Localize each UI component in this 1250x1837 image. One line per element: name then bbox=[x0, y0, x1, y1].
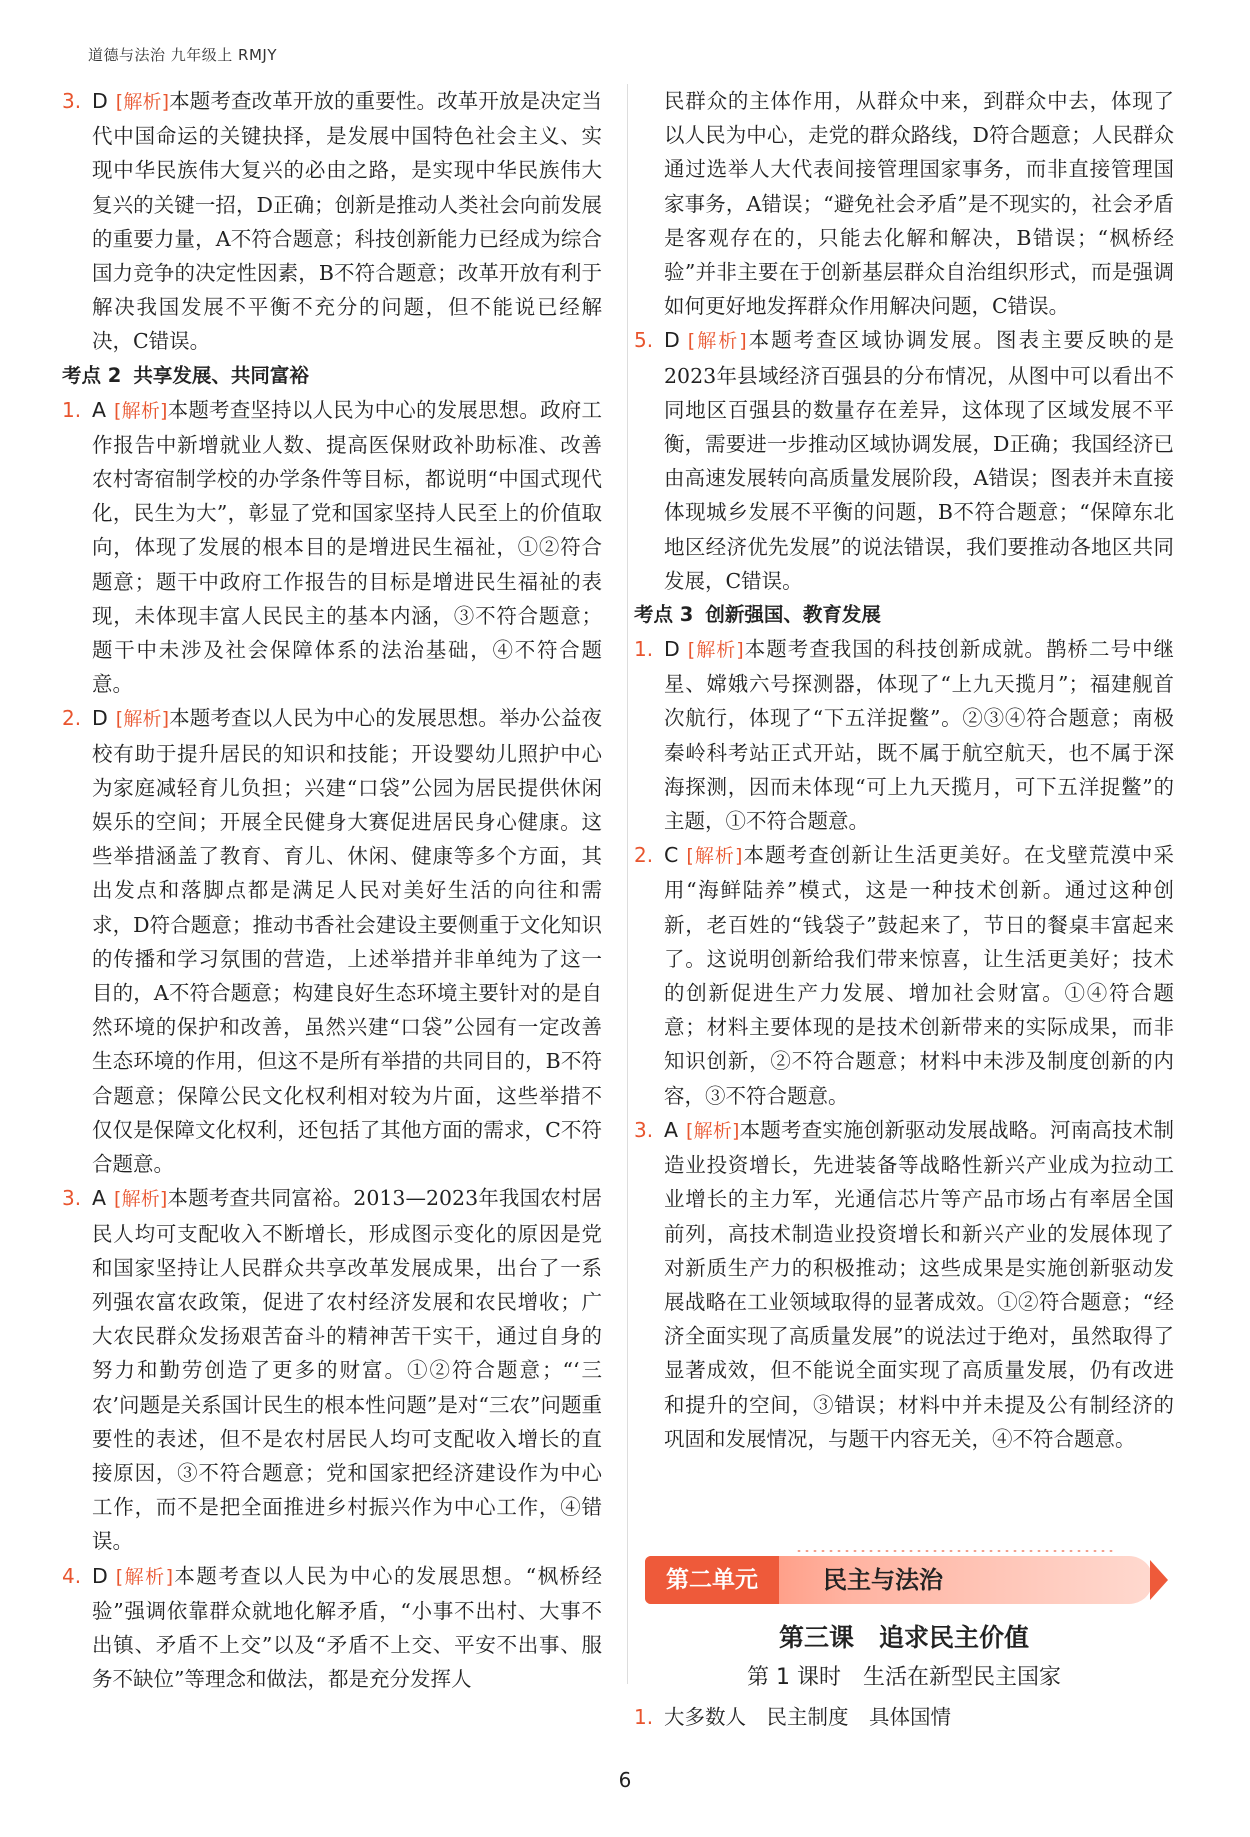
item-number: 4. bbox=[62, 1563, 82, 1588]
item-text: 民群众的主体作用，从群众中来，到群众中去，体现了以人民为中心，走党的群众路线，D符合题意；人民群众通过选举人大代表间接管理国家事务，而非直接管理国家事务，A错误；“避免社会矛盾”是不现实的，社会矛盾是客观存在的，只能去化解和解决，B错误；“枫桥经验”并非主要在于创新基层群众自治组织形式，而是强调如何更好地发挥群众作用解决问题，C错误。 bbox=[664, 89, 1174, 319]
running-header: 道德与法治 九年级上 RMJY bbox=[88, 46, 277, 64]
analysis-tag: [解析] bbox=[114, 399, 168, 422]
analysis-tag: [解析] bbox=[686, 845, 743, 868]
chevron-right-icon bbox=[1150, 1560, 1168, 1600]
analysis-tag: [解析] bbox=[114, 1188, 168, 1211]
analysis-tag: [解析] bbox=[115, 91, 169, 113]
answer-item bbox=[62, 1559, 602, 1697]
answer-item bbox=[634, 323, 1174, 598]
answer-letter: D bbox=[92, 706, 108, 731]
unit-banner bbox=[645, 1548, 1175, 1606]
analysis-tag: [解析] bbox=[115, 1565, 173, 1588]
item-number: 1. bbox=[634, 1705, 654, 1729]
topic-title: 创新强国、教育发展 bbox=[705, 603, 881, 627]
topic-title: 共享发展、共同富裕 bbox=[133, 363, 309, 387]
right-column bbox=[634, 84, 1174, 1456]
lesson-title: 第三课 追求民主价值 bbox=[778, 1623, 1029, 1652]
answer-item bbox=[62, 1181, 602, 1558]
banner-dots bbox=[795, 1548, 1115, 1554]
item-text: 本题考查共同富裕。2013—2023年我国农村居民人均可支配收入不断增长，形成图示变化的原因是党和国家坚持让人民群众共享改革发展成果，出台了一系列强农富农政策，促进了农村经济发展和农民增收；广大农民群众发扬艰苦奋斗的精神苦干实干，通过自身的努力和勤劳创造了更多的财富。①②符合题意；“‘三农’问题是关系国计民生的根本性问题”是对“三农”问题重要性的表述，但不是农村居民人均可支配收入增长的直接原因，③不符合题意；党和国家把经济建设作为中心工作，而不是把全面推进乡村振兴作为中心工作，④错误。 bbox=[92, 1186, 603, 1554]
item-number: 3. bbox=[62, 1186, 82, 1211]
item-text: 本题考查以人民为中心的发展思想。“枫桥经验”强调依靠群众就地化解矛盾，“小事不出村、大事不出镇、矛盾不上交”以及“矛盾不上交、平安不出事、服务不缺位”等理念和做法，都是充分发挥人 bbox=[92, 1563, 602, 1692]
answer-letter: C bbox=[664, 843, 679, 868]
answer-letter: D bbox=[664, 328, 680, 353]
unit-title: 民主与法治 bbox=[823, 1566, 943, 1594]
item-number: 2. bbox=[62, 706, 82, 731]
item-number: 3. bbox=[62, 89, 82, 113]
topic-heading bbox=[634, 598, 1174, 632]
answer-item bbox=[62, 84, 602, 359]
item-text: 本题考查改革开放的重要性。改革开放是决定当代中国命运的关键抉择，是发展中国特色社会主义、实现中华民族伟大复兴的必由之路，是实现中华民族伟大复兴的关键一招，D正确；创新是推动人类社会向前发展的重要力量，A不符合题意；科技创新能力已经成为综合国力竞争的决定性因素，B不符合题意；改革开放有利于解决我国发展不平衡不充分的问题，但不能说已经解决，C错误。 bbox=[92, 89, 602, 354]
fill-in-item bbox=[634, 1700, 1174, 1734]
item-text: 本题考查我国的科技创新成就。鹊桥二号中继星、嫦娥六号探测器，体现了“上九天揽月”；福建舰首次航行，体现了“下五洋捉鳖”。②③④符合题意；南极秦岭科考站正式开站，既不属于航空航天，也不属于深海探测，因而未体现“可上九天揽月，可下五洋捉鳖”的主题，①不符合题意。 bbox=[664, 637, 1174, 834]
item-text: 本题考查创新让生活更美好。在戈壁荒漠中采用“海鲜陆养”模式，这是一种技术创新。通过这种创新，老百姓的“钱袋子”鼓起来了，节日的餐桌丰富起来了。这说明创新给我们带来惊喜，让生活更美好；技术的创新促进生产力发展、增加社会财富。①④符合题意；材料主要体现的是技术创新带来的实际成果，而非知识创新，②不符合题意；材料中未涉及制度创新的内容，③不符合题意。 bbox=[664, 843, 1175, 1108]
left-column bbox=[62, 84, 602, 1696]
analysis-tag: [解析] bbox=[687, 330, 747, 353]
item-number: 1. bbox=[62, 397, 82, 422]
item-text: 本题考查实施创新驱动发展战略。河南高技术制造业投资增长，先进装备等战略性新兴产业成为拉动工业增长的主力军，光通信芯片等产品市场占有率居全国前列，高技术制造业投资增长和新兴产业的发展体现了对新质生产力的积极推动；这些成果是实施创新驱动发展战略在工业领域取得的显著成效。①②符合题意；“经济全面实现了高质量发展”的说法过于绝对，虽然取得了显著成效，但不能说全面实现了高质量发展，仍有改进和提升的空间，③错误；材料中并未提及公有制经济的巩固和发展情况，与题干内容无关，④不符合题意。 bbox=[664, 1117, 1174, 1451]
answer-letter: D bbox=[92, 89, 108, 113]
answer-item bbox=[634, 1700, 1174, 1734]
answer-letter: A bbox=[92, 1186, 107, 1211]
answer-item bbox=[62, 393, 602, 702]
topic-label: 考点 2 bbox=[62, 363, 122, 387]
item-number: 3. bbox=[634, 1117, 654, 1142]
answer-letter: A bbox=[92, 397, 107, 422]
item-text: 本题考查坚持以人民为中心的发展思想。政府工作报告中新增就业人数、提高医保财政补助标准、改善农村寄宿制学校的办学条件等目标，都说明“中国式现代化，民生为大”，彰显了党和国家坚持人民至上的价值取向，体现了发展的根本目的是增进民生福祉，①②符合题意；题干中政府工作报告的目标是增进民生福祉的表现，未体现丰富人民民主的基本内涵，③不符合题意；题干中未涉及社会保障体系的法治基础，④不符合题意。 bbox=[92, 397, 602, 697]
item-text: 本题考查以人民为中心的发展思想。举办公益夜校有助于提升居民的知识和技能；开设婴幼儿照护中心为家庭减轻育儿负担；兴建“口袋”公园为居民提供休闲娱乐的空间；开展全民健身大赛促进居民身心健康。这些举措涵盖了教育、育儿、休闲、健康等多个方面，其出发点和落脚点都是满足人民对美好生活的向往和需求，D符合题意；推动书香社会建设主要侧重于文化知识的传播和学习氛围的营造，上述举措并非单纯为了这一目的，A不符合题意；构建良好生态环境主要针对的是自然环境的保护和改善，虽然兴建“口袋”公园有一定改善生态环境的作用，但这不是所有举措的共同目的，B不符合题意；保障公民文化权利相对较为片面，这些举措不仅仅是保障文化权利，还包括了其他方面的需求，C不符合题意。 bbox=[92, 706, 602, 1177]
item-text: 大多数人 民主制度 具体国情 bbox=[664, 1705, 951, 1729]
lesson-subtitle: 第 1 课时 生活在新型民主国家 bbox=[747, 1665, 1061, 1690]
topic-heading bbox=[62, 359, 602, 393]
topic-label: 考点 3 bbox=[634, 603, 694, 627]
item-text: 本题考查区域协调发展。图表主要反映的是2023年县域经济百强县的分布情况，从图中可以看出不同地区百强县的数量存在差异，这体现了区域发展不平衡，需要进一步推动区域协调发展，D正确；我国经济已由高速发展转向高质量发展阶段，A错误；图表并未直接体现城乡发展不平衡的问题，B不符合题意；“保障东北地区经济优先发展”的说法错误，我们要推动各地区共同发展，C错误。 bbox=[664, 328, 1175, 593]
item-number: 2. bbox=[634, 843, 654, 868]
answer-item bbox=[634, 1113, 1174, 1456]
column-divider bbox=[627, 84, 628, 1684]
page-number: 6 bbox=[618, 1768, 632, 1792]
analysis-tag: [解析] bbox=[687, 639, 744, 662]
analysis-tag: [解析] bbox=[115, 708, 169, 731]
item-number: 5. bbox=[634, 328, 654, 353]
answer-item bbox=[634, 838, 1174, 1113]
answer-item bbox=[634, 632, 1174, 838]
analysis-tag: [解析] bbox=[686, 1119, 740, 1142]
item-number: 1. bbox=[634, 637, 654, 662]
answer-letter: D bbox=[92, 1563, 108, 1588]
answer-letter: D bbox=[664, 637, 680, 662]
answer-item bbox=[62, 701, 602, 1181]
unit-tab: 第二单元 bbox=[645, 1556, 779, 1604]
answer-letter: A bbox=[664, 1117, 679, 1142]
answer-item-continued bbox=[634, 84, 1174, 323]
